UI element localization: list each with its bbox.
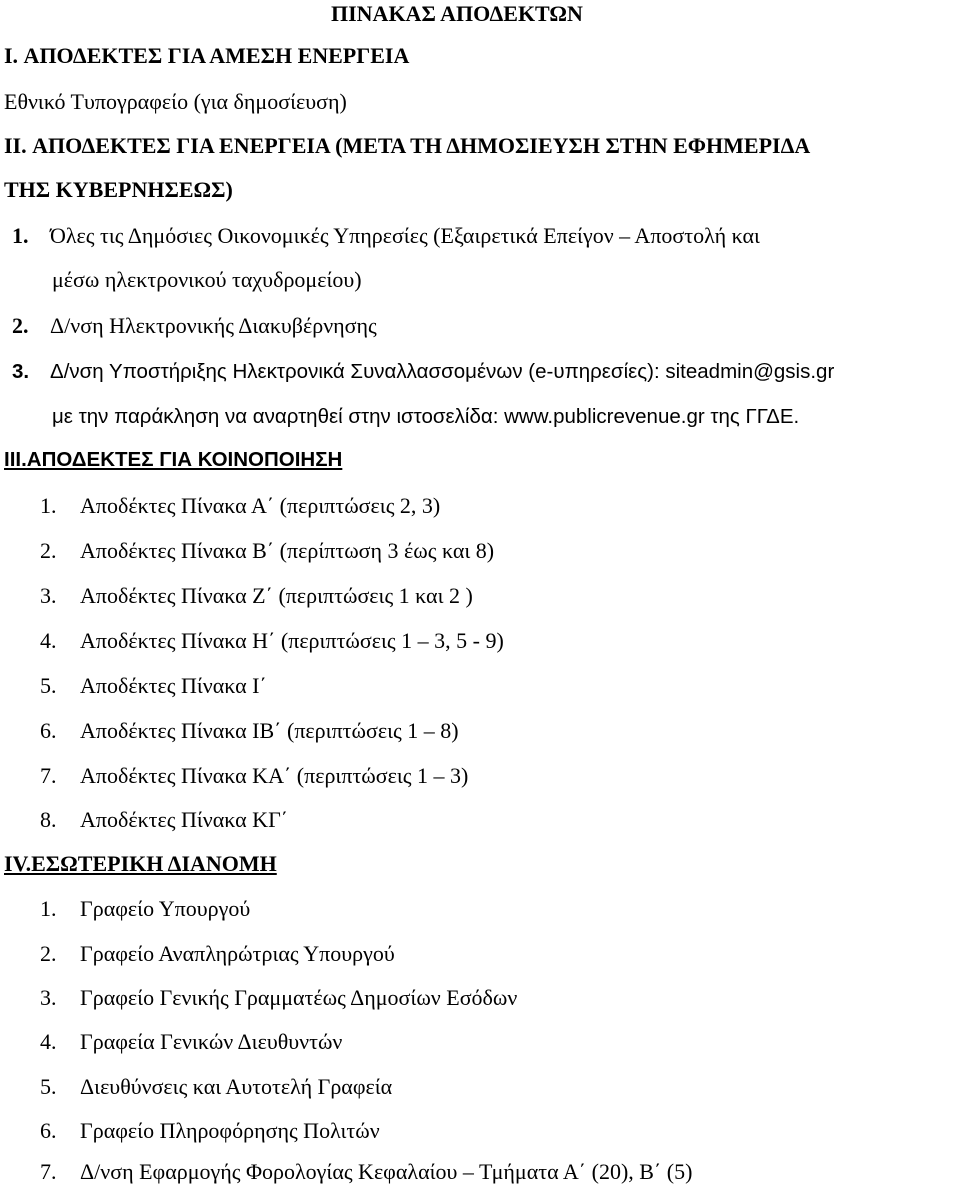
section-3-item: [40, 672, 267, 700]
section-2-item-3-cont: με την παράκληση να αναρτηθεί στην ιστοσελίδα: www.publicrevenue.gr της ΓΓΔΕ.: [52, 405, 800, 428]
item-number: 6.: [40, 1118, 57, 1143]
section-3-item: [40, 582, 473, 610]
section-1-heading: I. ΑΠΟΔΕΚΤΕΣ ΓΙΑ ΑΜΕΣΗ ΕΝΕΡΓΕΙΑ: [4, 43, 410, 68]
item-text: Δ/νση Υποστήριξης Ηλεκτρονικά Συναλλασσομένων (e-υπηρεσίες): siteadmin@gsis.gr: [50, 360, 835, 383]
item-number: 5.: [40, 673, 57, 698]
section-3-item: [40, 717, 459, 745]
item-text: Δ/νση Εφαρμογής Φορολογίας Κεφαλαίου – Τμήματα Α΄ (20), Β΄ (5): [80, 1159, 693, 1184]
item-number: 6.: [40, 718, 57, 743]
item-text: Αποδέκτες Πίνακα Η΄ (περιπτώσεις 1 – 3, 5 - 9): [80, 628, 504, 653]
section-4-item: [40, 940, 395, 968]
item-text: Αποδέκτες Πίνακα ΚΓ΄: [80, 807, 289, 832]
item-text: Αποδέκτες Πίνακα ΙΒ΄ (περιπτώσεις 1 – 8): [80, 718, 459, 743]
item-number: 2.: [40, 538, 57, 563]
item-number: 7.: [40, 763, 57, 788]
section-3-item: [40, 806, 288, 834]
section-3-heading: III.ΑΠΟΔΕΚΤΕΣ ΓΙΑ ΚΟΙΝΟΠΟΙΗΣΗ: [4, 448, 343, 471]
item-text: Γραφεία Γενικών Διευθυντών: [80, 1029, 343, 1054]
item-number: 8.: [40, 807, 57, 832]
section-3-item: [40, 762, 468, 790]
item-text: Αποδέκτες Πίνακα Ζ΄ (περιπτώσεις 1 και 2 ): [80, 583, 473, 608]
item-text: Γραφείο Πληροφόρησης Πολιτών: [80, 1118, 380, 1143]
section-3-item: [40, 492, 440, 520]
item-number: 3.: [12, 360, 30, 383]
item-text: Γραφείο Αναπληρώτριας Υπουργού: [80, 941, 395, 966]
item-text: Όλες τις Δημόσιες Οικονομικές Υπηρεσίες (Εξαιρετικά Επείγον – Αποστολή και: [50, 223, 760, 248]
item-text: Γραφείο Γενικής Γραμματέως Δημοσίων Εσόδων: [80, 985, 518, 1010]
section-4-item: [40, 984, 517, 1012]
section-2-item-1-cont: μέσω ηλεκτρονικού ταχυδρομείου): [52, 267, 362, 292]
item-number: 4.: [40, 628, 57, 653]
item-number: 2.: [12, 313, 29, 338]
item-number: 1.: [40, 896, 57, 921]
item-text: Αποδέκτες Πίνακα Β΄ (περίπτωση 3 έως και 8): [80, 538, 495, 563]
section-2-item-2: [12, 312, 377, 340]
item-text: Δ/νση Ηλεκτρονικής Διακυβέρνησης: [50, 313, 377, 338]
section-4-heading: IV.ΕΣΩΤΕΡΙΚΗ ΔΙΑΝΟΜΗ: [4, 851, 277, 876]
page-title: ΠΙΝΑΚΑΣ ΑΠΟΔΕΚΤΩΝ: [331, 1, 583, 26]
section-4-item: [40, 1073, 392, 1101]
item-number: 1.: [12, 223, 29, 248]
item-number: 1.: [40, 493, 57, 518]
item-number: 2.: [40, 941, 57, 966]
item-number: 3.: [40, 985, 57, 1010]
item-number: 3.: [40, 583, 57, 608]
section-2-item-3: [12, 358, 834, 386]
section-2-item-1: [12, 222, 760, 250]
section-3-item: [40, 537, 494, 565]
item-text: Αποδέκτες Πίνακα Α΄ (περιπτώσεις 2, 3): [80, 493, 441, 518]
item-text: Γραφείο Υπουργού: [80, 896, 251, 921]
item-number: 4.: [40, 1029, 57, 1054]
item-number: 7.: [40, 1159, 57, 1184]
item-text: Αποδέκτες Πίνακα Ι΄: [80, 673, 267, 698]
section-1-item: Εθνικό Τυπογραφείο (για δημοσίευση): [4, 89, 347, 114]
section-4-item: [40, 1117, 380, 1145]
item-number: 5.: [40, 1074, 57, 1099]
section-2-heading-cont: ΤΗΣ ΚΥΒΕΡΝΗΣΕΩΣ): [4, 177, 233, 202]
section-4-item: [40, 895, 250, 923]
item-text: Διευθύνσεις και Αυτοτελή Γραφεία: [80, 1074, 393, 1099]
item-text: Αποδέκτες Πίνακα ΚΑ΄ (περιπτώσεις 1 – 3): [80, 763, 469, 788]
section-2-heading: II. ΑΠΟΔΕΚΤΕΣ ΓΙΑ ΕΝΕΡΓΕΙΑ (ΜΕΤΑ ΤΗ ΔΗΜΟΣΙΕΥΣΗ ΣΤΗΝ ΕΦΗΜΕΡΙΔΑ: [4, 133, 811, 158]
section-3-item: [40, 627, 504, 655]
section-4-item: [40, 1028, 342, 1056]
section-4-item: [40, 1158, 692, 1186]
